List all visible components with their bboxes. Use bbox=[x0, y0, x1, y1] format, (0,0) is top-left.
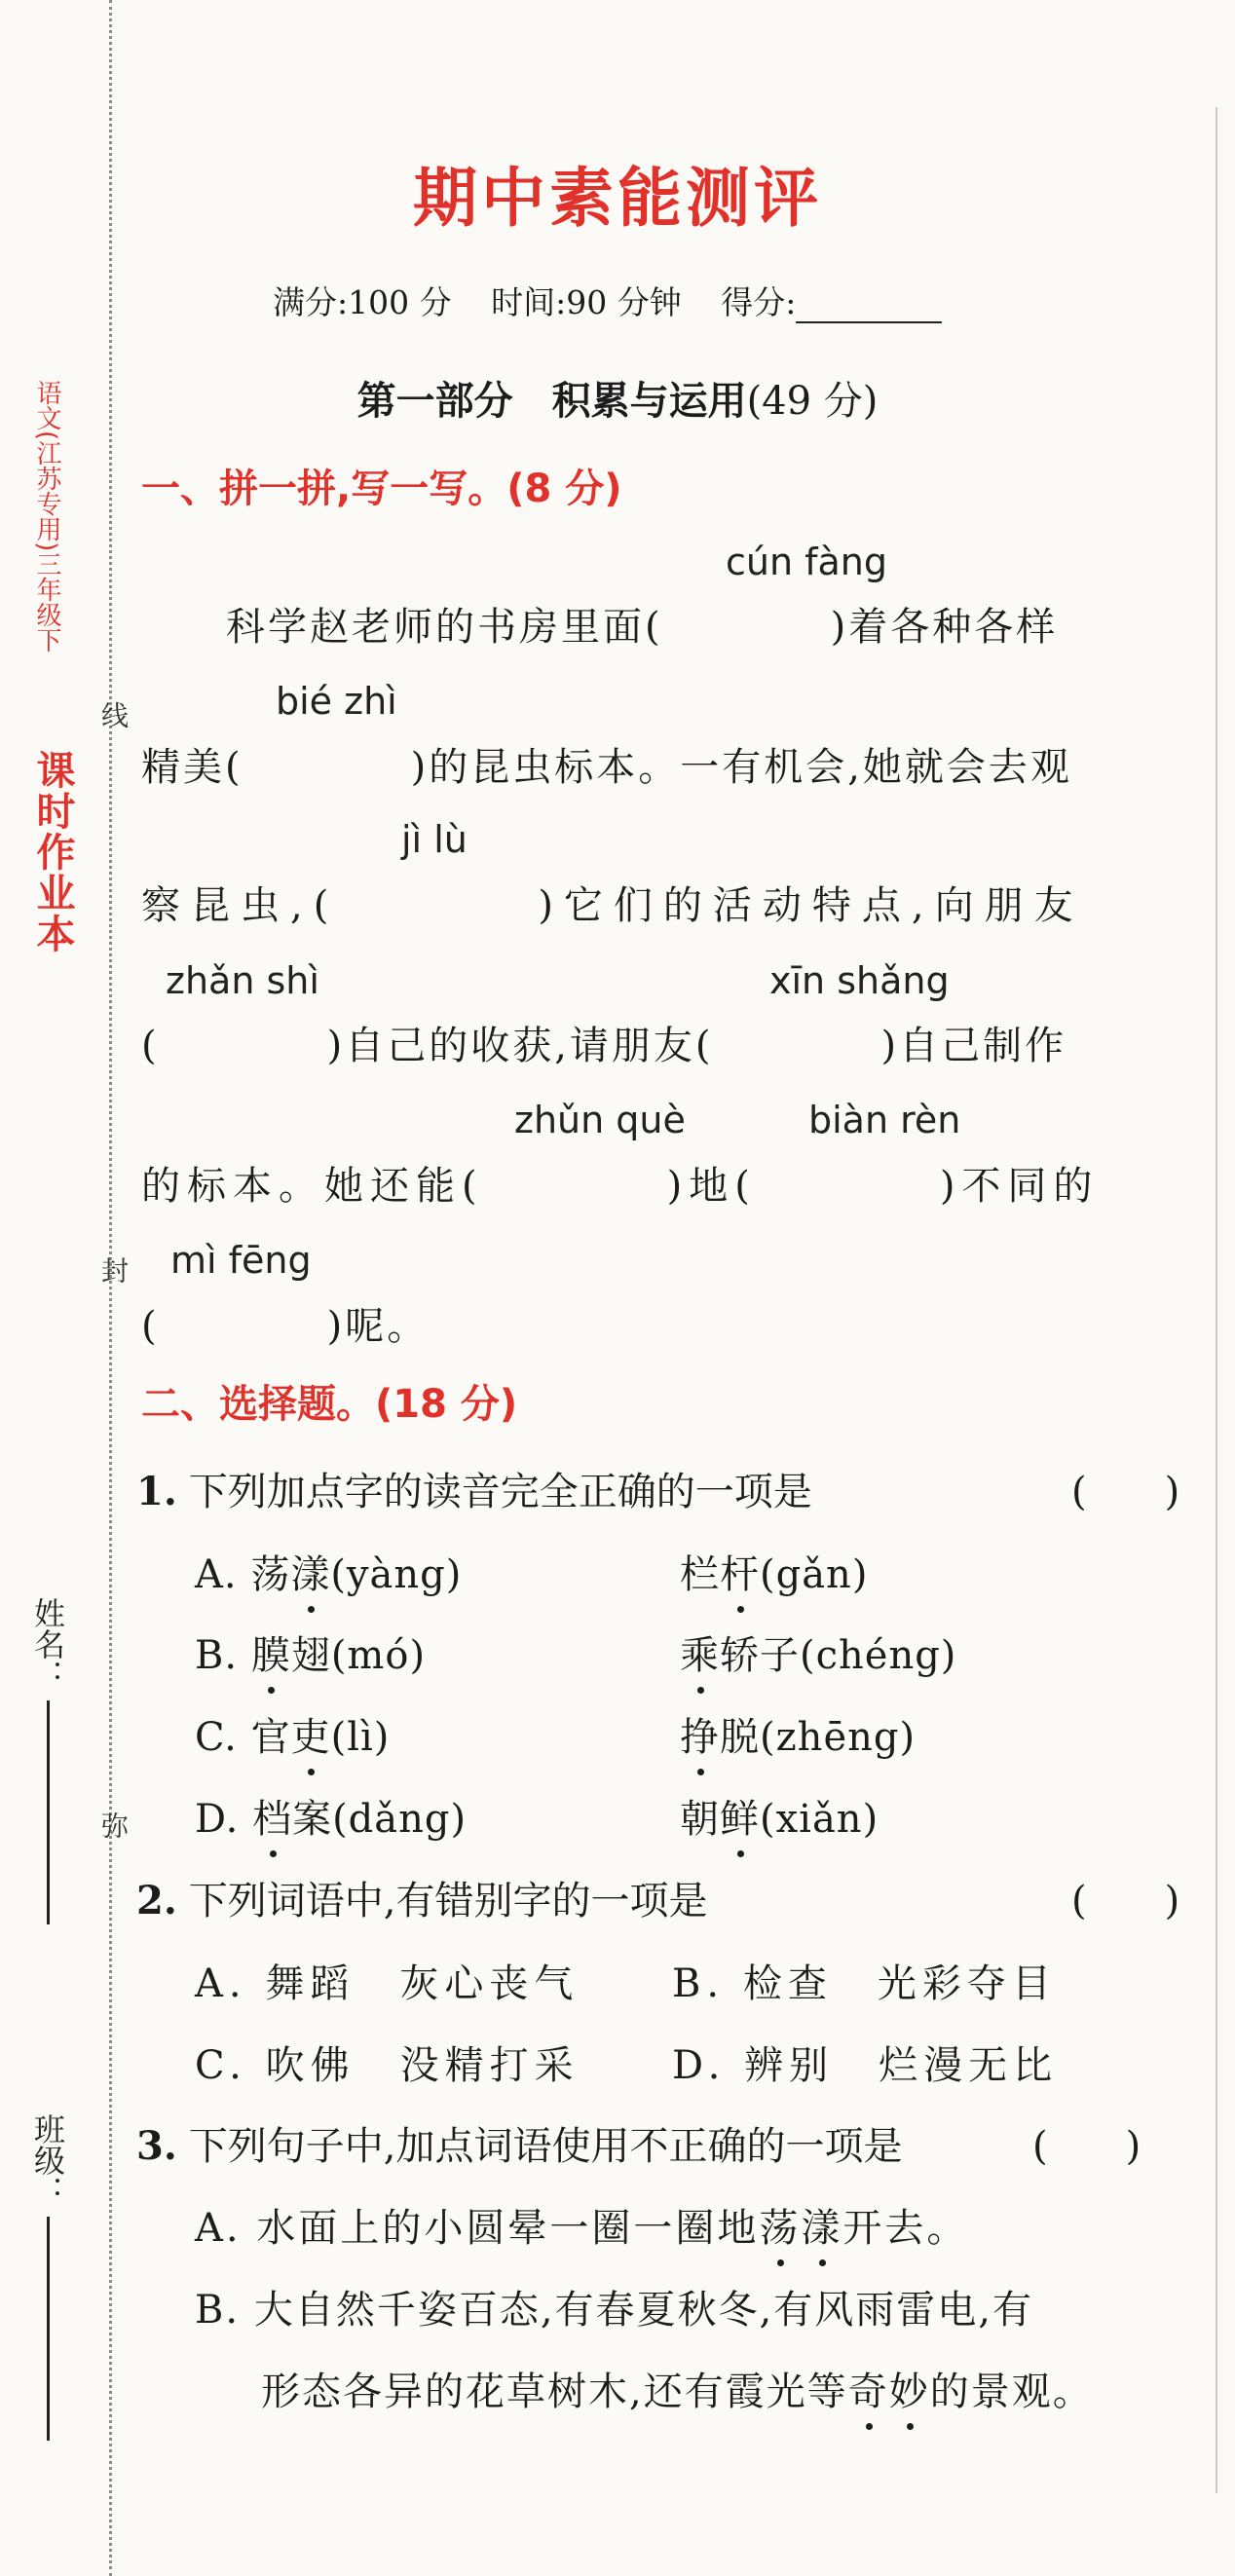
seal-mark-mi: 弥 bbox=[97, 1811, 130, 1839]
passage-line-5: 的标本。她还能( )地( )不同的 bbox=[141, 1164, 1100, 1209]
page-edge-line bbox=[1216, 107, 1217, 2493]
pinyin-bian-ren: biàn rèn bbox=[808, 1099, 961, 1141]
page-title: 期中素能测评 bbox=[413, 161, 822, 236]
q1-option-b-1[interactable]: B. 膜翅(mó) bbox=[195, 1624, 426, 1680]
section1-title: 一、拼一拼,写一写。(8 分) bbox=[141, 467, 622, 511]
full-score: 满分:100 分 bbox=[273, 283, 452, 321]
question-text: 下列加点字的读音完全正确的一项是 bbox=[188, 1470, 812, 1514]
q3-option-a[interactable]: A. 水面上的小圆晕一圈一圈地荡漾开去。 bbox=[195, 2197, 968, 2253]
q1-option-a-1[interactable]: A. 荡漾(yàng) bbox=[195, 1544, 462, 1599]
name-blank-line bbox=[47, 1700, 50, 1924]
q1-option-a-2[interactable]: 栏杆(gǎn) bbox=[680, 1544, 868, 1599]
question-3 bbox=[136, 2115, 1169, 2171]
part-title: 第一部分 积累与运用 bbox=[356, 378, 747, 424]
name-field[interactable] bbox=[25, 1597, 70, 1924]
exam-time: 时间:90 分钟 bbox=[491, 283, 682, 321]
q2-option-c[interactable]: C. 吹佛 没精打采 bbox=[195, 2043, 580, 2088]
pinyin-ji-lu: jì lù bbox=[401, 818, 468, 861]
answer-bracket[interactable]: ( ) bbox=[1032, 2124, 1141, 2169]
answer-bracket[interactable]: ( ) bbox=[1071, 1879, 1180, 1923]
part-points: (49 分) bbox=[746, 379, 879, 424]
q1-option-b-2[interactable]: 乘轿子(chéng) bbox=[680, 1624, 956, 1680]
class-field[interactable] bbox=[25, 2113, 70, 2441]
passage-line-4: ( )自己的收获,请朋友( )自己制作 bbox=[141, 1024, 1067, 1068]
q3-option-b-line2[interactable]: 形态各异的花草树木,还有霞光等奇妙的景观。 bbox=[261, 2361, 1094, 2416]
passage-line-6: ( )呢。 bbox=[141, 1304, 430, 1349]
score-label: 得分: bbox=[721, 283, 797, 321]
section2-title: 二、选择题。(18 分) bbox=[141, 1382, 518, 1427]
pinyin-zhun-que: zhǔn què bbox=[514, 1099, 686, 1141]
q1-option-d-1[interactable]: D. 档案(dǎng) bbox=[195, 1788, 467, 1844]
class-label: 班级： bbox=[29, 2113, 66, 2207]
question-2 bbox=[136, 1870, 1180, 1925]
q1-option-d-2[interactable]: 朝鲜(xiǎn) bbox=[680, 1788, 879, 1844]
part-heading bbox=[0, 370, 1235, 426]
question-text: 下列词语中,有错别字的一项是 bbox=[188, 1879, 708, 1923]
q2-option-a[interactable]: A. 舞蹈 灰心丧气 bbox=[195, 1961, 580, 2006]
exam-info bbox=[273, 278, 942, 323]
q2-option-d[interactable]: D. 辨别 烂漫无比 bbox=[672, 2043, 1059, 2088]
q3-option-b-line1[interactable]: B. 大自然千姿百态,有春夏秋冬,有风雨雷电,有 bbox=[195, 2288, 1033, 2333]
passage-line-3: 察昆虫,( )它们的活动特点,向朋友 bbox=[141, 883, 1084, 928]
q1-option-c-1[interactable]: C. 官吏(lì) bbox=[195, 1706, 390, 1762]
pinyin-mi-feng: mì fēng bbox=[170, 1239, 312, 1282]
brand-logo: 课时作业本 bbox=[30, 750, 75, 954]
question-text: 下列句子中,加点词语使用不正确的一项是 bbox=[188, 2124, 903, 2169]
pinyin-xin-shang: xīn shǎng bbox=[769, 959, 950, 1002]
q1-option-c-2[interactable]: 挣脱(zhēng) bbox=[680, 1706, 916, 1762]
passage-line-1: 科学赵老师的书房里面( )着各种各样 bbox=[226, 605, 1059, 650]
pinyin-bie-zhi: bié zhì bbox=[276, 680, 397, 723]
class-blank-line bbox=[47, 2217, 50, 2441]
seal-mark-xian: 线 bbox=[97, 701, 130, 728]
pinyin-cun-fang: cún fàng bbox=[726, 541, 888, 583]
question-number: 3. bbox=[136, 2123, 177, 2169]
question-number: 2. bbox=[136, 1878, 177, 1923]
question-1 bbox=[136, 1461, 1180, 1516]
pinyin-zhan-shi: zhǎn shì bbox=[166, 959, 319, 1002]
passage-line-2: 精美( )的昆虫标本。一有机会,她就会去观 bbox=[141, 745, 1072, 790]
book-info: 语文(江苏专用)三年级下 bbox=[32, 380, 61, 653]
score-blank[interactable] bbox=[796, 292, 942, 323]
name-label: 姓名： bbox=[29, 1597, 66, 1691]
answer-bracket[interactable]: ( ) bbox=[1071, 1470, 1180, 1514]
q2-option-b[interactable]: B. 检查 光彩夺目 bbox=[672, 1961, 1057, 2006]
seal-mark-feng: 封 bbox=[97, 1256, 130, 1284]
question-number: 1. bbox=[136, 1469, 177, 1514]
